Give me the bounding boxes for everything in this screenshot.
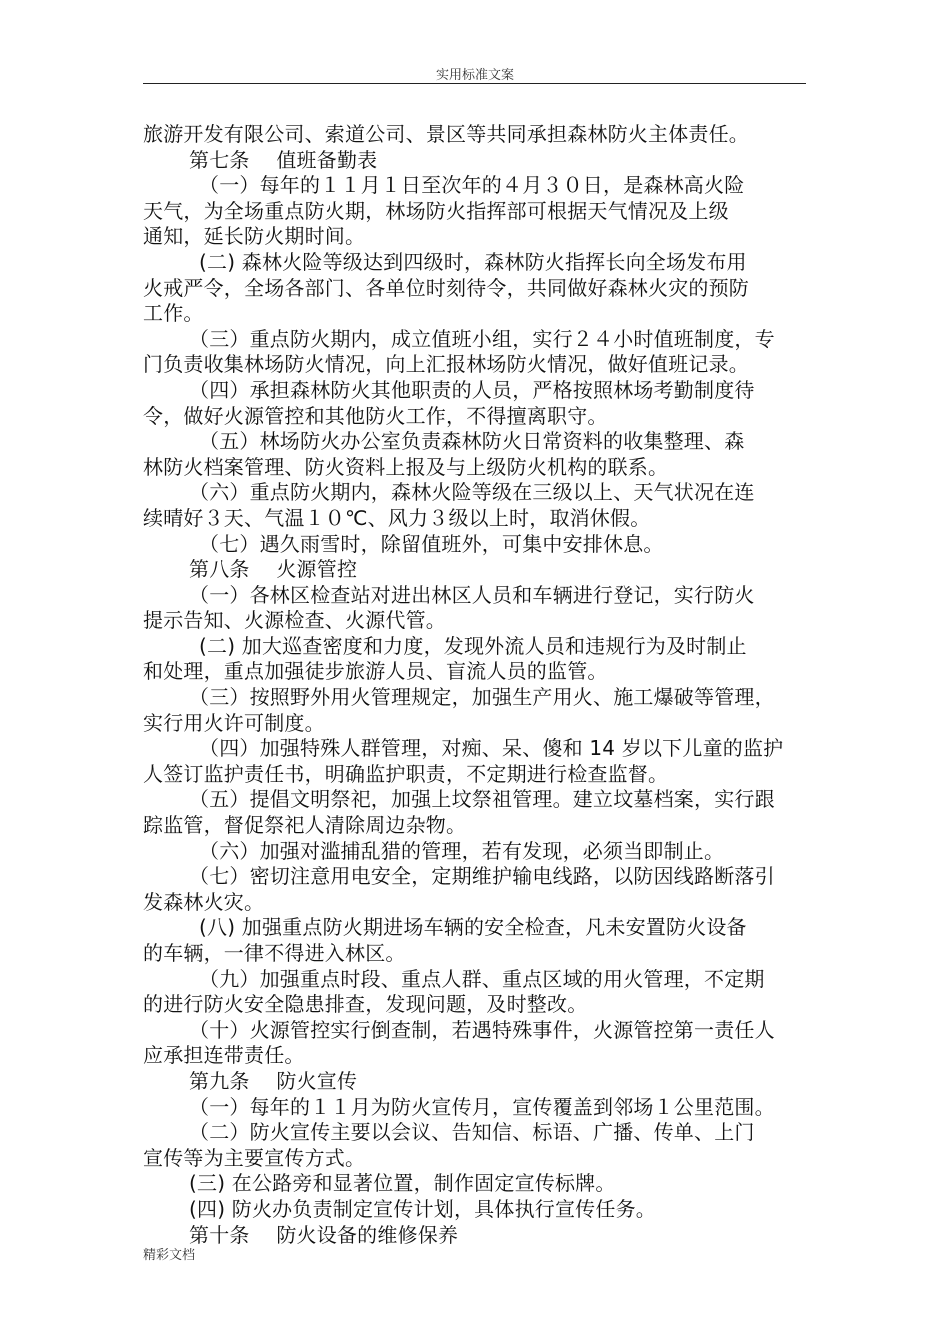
text-line: （一）每年的１１月为防火宣传月，宣传覆盖到邻场１公里范围。 [189,1094,775,1119]
text-line: (四) 防火办负责制定宣传计划，具体执行宣传任务。 [189,1196,656,1221]
text-line: 人签订监护责任书，明确监护职责，不定期进行检查监督。 [143,761,669,786]
text-line: （七）密切注意用电安全，定期维护输电线路，以防因线路断落引 [189,864,775,889]
text-line: （六）加强对滥捕乱猎的管理，若有发现，必须当即制止。 [199,838,725,863]
text-line: （四）承担森林防火其他职责的人员，严格按照林场考勤制度待 [189,377,755,402]
text-line: （六）重点防火期内，森林火险等级在三级以上、天气状况在连 [189,480,755,505]
article-heading: 第九条 防火宣传 [189,1068,358,1093]
text-line: 林防火档案管理、防火资料上报及与上级防火机构的联系。 [143,454,669,479]
text-line: （三）按照野外用火管理规定，加强生产用火、施工爆破等管理， [189,685,775,710]
article-heading: 第七条 值班备勤表 [189,147,378,172]
text-line: 发森林火灾。 [143,889,265,914]
text-line: 的车辆，一律不得进入林区。 [143,941,406,965]
text-line: 门负责收集林场防火情况，向上汇报林场防火情况，做好值班记录。 [143,352,749,377]
text-line: 火戒严令，全场各部门、各单位时刻待令，共同做好森林火灾的预防 [143,275,749,300]
text-line: （十）火源管控实行倒查制，若遇特殊事件，火源管控第一责任人 [189,1017,775,1042]
text-line: （五）林场防火办公室负责森林防火日常资料的收集整理、森 [199,429,745,454]
text-line: 宣传等为主要宣传方式。 [143,1145,366,1170]
text-line: （一）各林区检查站对进出林区人员和车辆进行登记，实行防火 [189,582,755,607]
text-line: (三) 在公路旁和显著位置，制作固定宣传标牌。 [189,1171,616,1196]
text-line: 令，做好火源管控和其他防火工作，不得擅离职守。 [143,403,608,428]
header-divider [143,83,806,84]
text-line: （七）遇久雨雪时，除留值班外，可集中安排休息。 [199,531,664,556]
text-line: 旅游开发有限公司、索道公司、景区等共同承担森林防火主体责任。 [143,122,749,146]
text-line: 踪监管，督促祭祀人清除周边杂物。 [143,813,467,838]
text-line: (二) 加大巡查密度和力度，发现外流人员和违规行为及时制止 [199,633,747,658]
text-line: 提示告知、火源检查、火源代管。 [143,608,446,633]
text-line: （九）加强重点时段、重点人群、重点区域的用火管理，不定期 [199,966,765,991]
text-line: （一）每年的１１月１日至次年的４月３０日，是森林高火险 [199,173,745,198]
text-line: 天气，为全场重点防火期，林场防火指挥部可根据天气情况及上级 [143,198,729,223]
text-line: （四）加强特殊人群管理，对痴、呆、傻和 14 岁以下儿童的监护 [199,736,784,761]
text-line: (八) 加强重点防火期进场车辆的安全检查，凡未安置防火设备 [199,915,747,940]
article-heading: 第八条 火源管控 [189,557,358,582]
text-line: （二）防火宣传主要以会议、告知信、标语、广播、传单、上门 [189,1120,755,1145]
text-line: （三）重点防火期内，成立值班小组，实行２４小时值班制度，专 [189,326,775,351]
text-line: 续晴好３天、气温１０℃、风力３级以上时，取消休假。 [143,505,651,530]
text-line: 通知，延长防火期时间。 [143,224,366,249]
text-line: 的进行防火安全隐患排查，发现问题，及时整改。 [143,992,588,1017]
page-header-title: 实用标准文案 [435,68,514,83]
text-line: (二) 森林火险等级达到四级时，森林防火指挥长向全场发布用 [199,249,747,274]
article-heading: 第十条 防火设备的维修保养 [189,1222,459,1247]
text-line: 工作。 [143,301,204,326]
text-line: 和处理，重点加强徒步旅游人员、盲流人员的监管。 [143,659,608,684]
text-line: 实行用火许可制度。 [143,710,325,735]
document-body [143,122,813,1248]
text-line: 应承担连带责任。 [143,1043,305,1068]
text-line: （五）提倡文明祭祀，加强上坟祭祖管理。建立坟墓档案，实行跟 [189,787,775,812]
page-footer-text: 精彩文档 [143,1248,196,1263]
